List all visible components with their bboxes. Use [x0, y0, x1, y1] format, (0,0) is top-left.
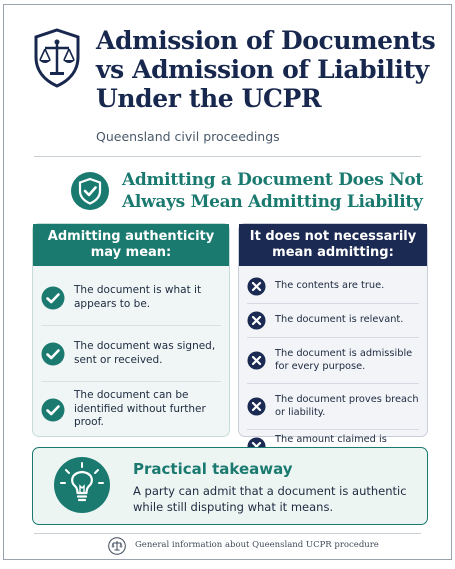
check-circle-icon — [41, 286, 65, 310]
list-item — [247, 384, 419, 430]
lightbulb-icon — [53, 456, 111, 514]
scales-icon — [108, 537, 126, 555]
footer-text: General information about Queensland UCPR procedure — [135, 540, 379, 550]
title-line: vs Admission of Liability — [96, 55, 429, 84]
card-heading-line: mean admitting: — [272, 245, 394, 260]
list-item-text: The document is what it appears to be. — [74, 284, 202, 310]
list-item-text: The document proves breach or liability. — [275, 394, 419, 418]
infographic-page — [3, 4, 452, 560]
header — [4, 5, 451, 155]
authenticity-card — [32, 223, 230, 437]
takeaway-box — [32, 447, 428, 525]
not-admitting-list — [239, 266, 427, 463]
card-heading-line: It does not necessarily — [249, 229, 417, 244]
list-item — [247, 270, 419, 304]
card-heading-line: Admitting authenticity — [47, 229, 215, 244]
x-circle-icon — [247, 397, 266, 416]
check-circle-icon — [41, 342, 65, 366]
list-item — [247, 338, 419, 384]
title-line: Under the UCPR — [96, 84, 322, 113]
x-circle-icon — [247, 277, 266, 296]
authenticity-list — [33, 266, 229, 437]
list-item-text: The document can be identified without further proof. — [74, 389, 206, 429]
authenticity-card-heading — [33, 224, 229, 266]
list-item-text: The document is relevant. — [275, 314, 404, 326]
list-item-text: The amount claimed is — [275, 434, 387, 445]
divider — [34, 156, 421, 157]
section-heading — [122, 169, 423, 213]
page-subtitle: Queensland civil proceedings — [96, 129, 280, 144]
not-admitting-card — [238, 223, 428, 445]
list-item — [247, 304, 419, 338]
list-item-text: The document was signed, sent or received. — [74, 340, 216, 366]
card-heading-line: may mean: — [90, 245, 172, 260]
not-admitting-card-heading — [239, 224, 427, 266]
section-heading-line: Admitting a Document Does Not — [122, 170, 423, 190]
section-heading-line: Always Mean Admitting Liability — [122, 192, 423, 212]
list-item-text: The document is admissible for every purpose. — [275, 348, 413, 372]
list-item — [41, 270, 221, 326]
scales-of-justice-shield-icon — [32, 27, 82, 89]
list-item — [41, 326, 221, 382]
x-circle-icon — [247, 351, 266, 370]
title-line: Admission of Documents — [96, 26, 436, 55]
shield-check-icon — [70, 171, 110, 211]
takeaway-title: Practical takeaway — [133, 460, 293, 478]
check-circle-icon — [41, 398, 65, 422]
page-title — [96, 26, 435, 113]
footer-divider — [34, 533, 421, 534]
list-item-text: The contents are true. — [275, 280, 385, 292]
x-circle-icon — [247, 311, 266, 330]
list-item — [41, 382, 221, 437]
takeaway-body: A party can admit that a document is authentic while still disputing what it means. — [133, 484, 407, 514]
